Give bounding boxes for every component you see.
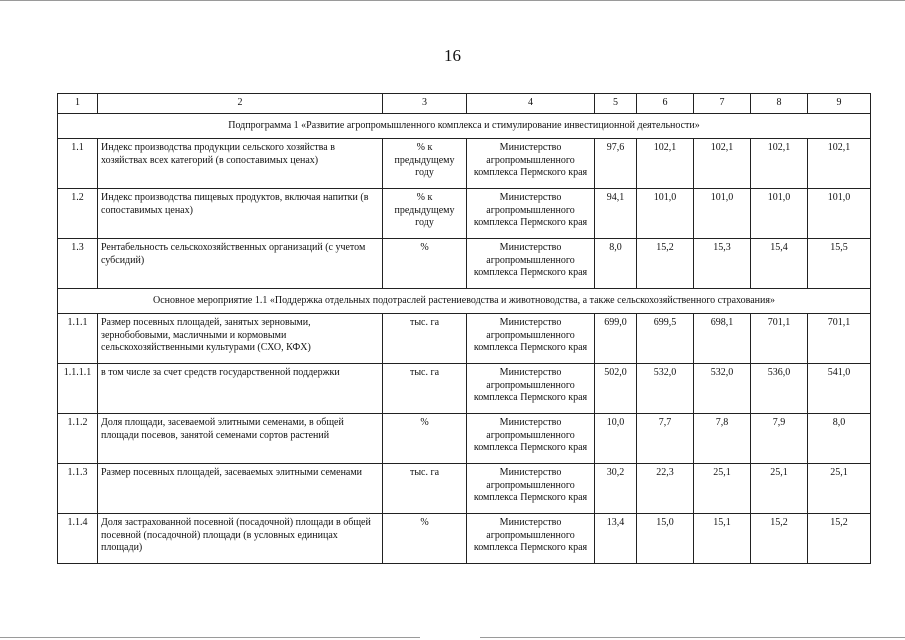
value-col-9: 541,0 [808, 364, 871, 414]
value-col-6: 22,3 [637, 464, 694, 514]
indicator-name: Доля площади, засеваемой элитными семенами, в общей площади посевов, занятой семенами сортов растений [98, 414, 383, 464]
header-cell-5: 5 [595, 94, 637, 114]
value-col-7: 15,1 [694, 514, 751, 564]
value-col-8: 25,1 [751, 464, 808, 514]
responsible: Министерство агропромышленного комплекса Пермского края [467, 239, 595, 289]
indicator-name: Индекс производства пищевых продуктов, включая напитки (в сопоставимых ценах) [98, 189, 383, 239]
value-col-5: 8,0 [595, 239, 637, 289]
value-col-6: 699,5 [637, 314, 694, 364]
indicator-name: Доля застрахованной посевной (посадочной) площади в общей посевной (посадочной) площади (в условных единицах площади) [98, 514, 383, 564]
unit: тыс. га [383, 464, 467, 514]
indicator-name: в том числе за счет средств государственной поддержки [98, 364, 383, 414]
indicator-name: Размер посевных площадей, занятых зерновыми, зернобобовыми, масличными и кормовыми сельскохозяйственными культурами (СХО, КФХ) [98, 314, 383, 364]
value-col-9: 15,5 [808, 239, 871, 289]
value-col-9: 25,1 [808, 464, 871, 514]
table-row [58, 364, 871, 414]
value-col-7: 101,0 [694, 189, 751, 239]
responsible: Министерство агропромышленного комплекса Пермского края [467, 364, 595, 414]
value-col-8: 536,0 [751, 364, 808, 414]
value-col-9: 15,2 [808, 514, 871, 564]
value-col-8: 15,2 [751, 514, 808, 564]
unit: % [383, 514, 467, 564]
indicators-table [57, 93, 871, 564]
unit: тыс. га [383, 364, 467, 414]
value-col-5: 13,4 [595, 514, 637, 564]
table-row [58, 189, 871, 239]
responsible: Министерство агропромышленного комплекса Пермского края [467, 464, 595, 514]
value-col-8: 102,1 [751, 139, 808, 189]
value-col-7: 7,8 [694, 414, 751, 464]
table-row [58, 414, 871, 464]
value-col-5: 10,0 [595, 414, 637, 464]
value-col-9: 8,0 [808, 414, 871, 464]
unit: тыс. га [383, 314, 467, 364]
row-number: 1.3 [58, 239, 98, 289]
table-header-row [58, 94, 871, 114]
table-row [58, 239, 871, 289]
value-col-5: 97,6 [595, 139, 637, 189]
section-title-row [58, 289, 871, 314]
value-col-5: 699,0 [595, 314, 637, 364]
section-title-row [58, 114, 871, 139]
header-cell-9: 9 [808, 94, 871, 114]
value-col-9: 102,1 [808, 139, 871, 189]
indicator-name: Рентабельность сельскохозяйственных организаций (с учетом субсидий) [98, 239, 383, 289]
table-row [58, 314, 871, 364]
responsible: Министерство агропромышленного комплекса Пермского края [467, 414, 595, 464]
row-number: 1.1.1.1 [58, 364, 98, 414]
header-cell-6: 6 [637, 94, 694, 114]
page-number: 16 [444, 46, 461, 65]
value-col-7: 532,0 [694, 364, 751, 414]
table-body [58, 94, 871, 564]
value-col-9: 101,0 [808, 189, 871, 239]
header-cell-8: 8 [751, 94, 808, 114]
header-cell-7: 7 [694, 94, 751, 114]
value-col-5: 94,1 [595, 189, 637, 239]
value-col-7: 102,1 [694, 139, 751, 189]
value-col-5: 30,2 [595, 464, 637, 514]
value-col-7: 25,1 [694, 464, 751, 514]
value-col-6: 101,0 [637, 189, 694, 239]
table-row [58, 139, 871, 189]
value-col-6: 15,2 [637, 239, 694, 289]
responsible: Министерство агропромышленного комплекса Пермского края [467, 314, 595, 364]
value-col-7: 698,1 [694, 314, 751, 364]
section-title: Подпрограмма 1 «Развитие агропромышленного комплекса и стимулирование инвестиционной деятельности» [58, 114, 871, 139]
unit: % [383, 414, 467, 464]
unit: % к предыдущему году [383, 189, 467, 239]
header-cell-1: 1 [58, 94, 98, 114]
value-col-8: 7,9 [751, 414, 808, 464]
row-number: 1.1.1 [58, 314, 98, 364]
unit: % к предыдущему году [383, 139, 467, 189]
value-col-6: 102,1 [637, 139, 694, 189]
value-col-9: 701,1 [808, 314, 871, 364]
scan-edge-bottom-right [480, 637, 905, 638]
value-col-6: 7,7 [637, 414, 694, 464]
value-col-7: 15,3 [694, 239, 751, 289]
value-col-8: 15,4 [751, 239, 808, 289]
value-col-8: 101,0 [751, 189, 808, 239]
row-number: 1.1.3 [58, 464, 98, 514]
scan-edge-bottom-left [0, 637, 420, 638]
responsible: Министерство агропромышленного комплекса Пермского края [467, 189, 595, 239]
row-number: 1.1 [58, 139, 98, 189]
unit: % [383, 239, 467, 289]
header-cell-4: 4 [467, 94, 595, 114]
value-col-6: 15,0 [637, 514, 694, 564]
row-number: 1.2 [58, 189, 98, 239]
indicator-name: Индекс производства продукции сельского хозяйства в хозяйствах всех категорий (в сопоставимых ценах) [98, 139, 383, 189]
header-cell-3: 3 [383, 94, 467, 114]
row-number: 1.1.4 [58, 514, 98, 564]
row-number: 1.1.2 [58, 414, 98, 464]
header-cell-2: 2 [98, 94, 383, 114]
value-col-8: 701,1 [751, 314, 808, 364]
responsible: Министерство агропромышленного комплекса Пермского края [467, 514, 595, 564]
responsible: Министерство агропромышленного комплекса Пермского края [467, 139, 595, 189]
scan-edge-top [0, 0, 905, 1]
indicator-name: Размер посевных площадей, засеваемых элитными семенами [98, 464, 383, 514]
value-col-5: 502,0 [595, 364, 637, 414]
section-title: Основное мероприятие 1.1 «Поддержка отдельных подотраслей растениеводства и животноводства, а также сельскохозяйственного страхования» [58, 289, 871, 314]
value-col-6: 532,0 [637, 364, 694, 414]
table-row [58, 514, 871, 564]
table-row [58, 464, 871, 514]
